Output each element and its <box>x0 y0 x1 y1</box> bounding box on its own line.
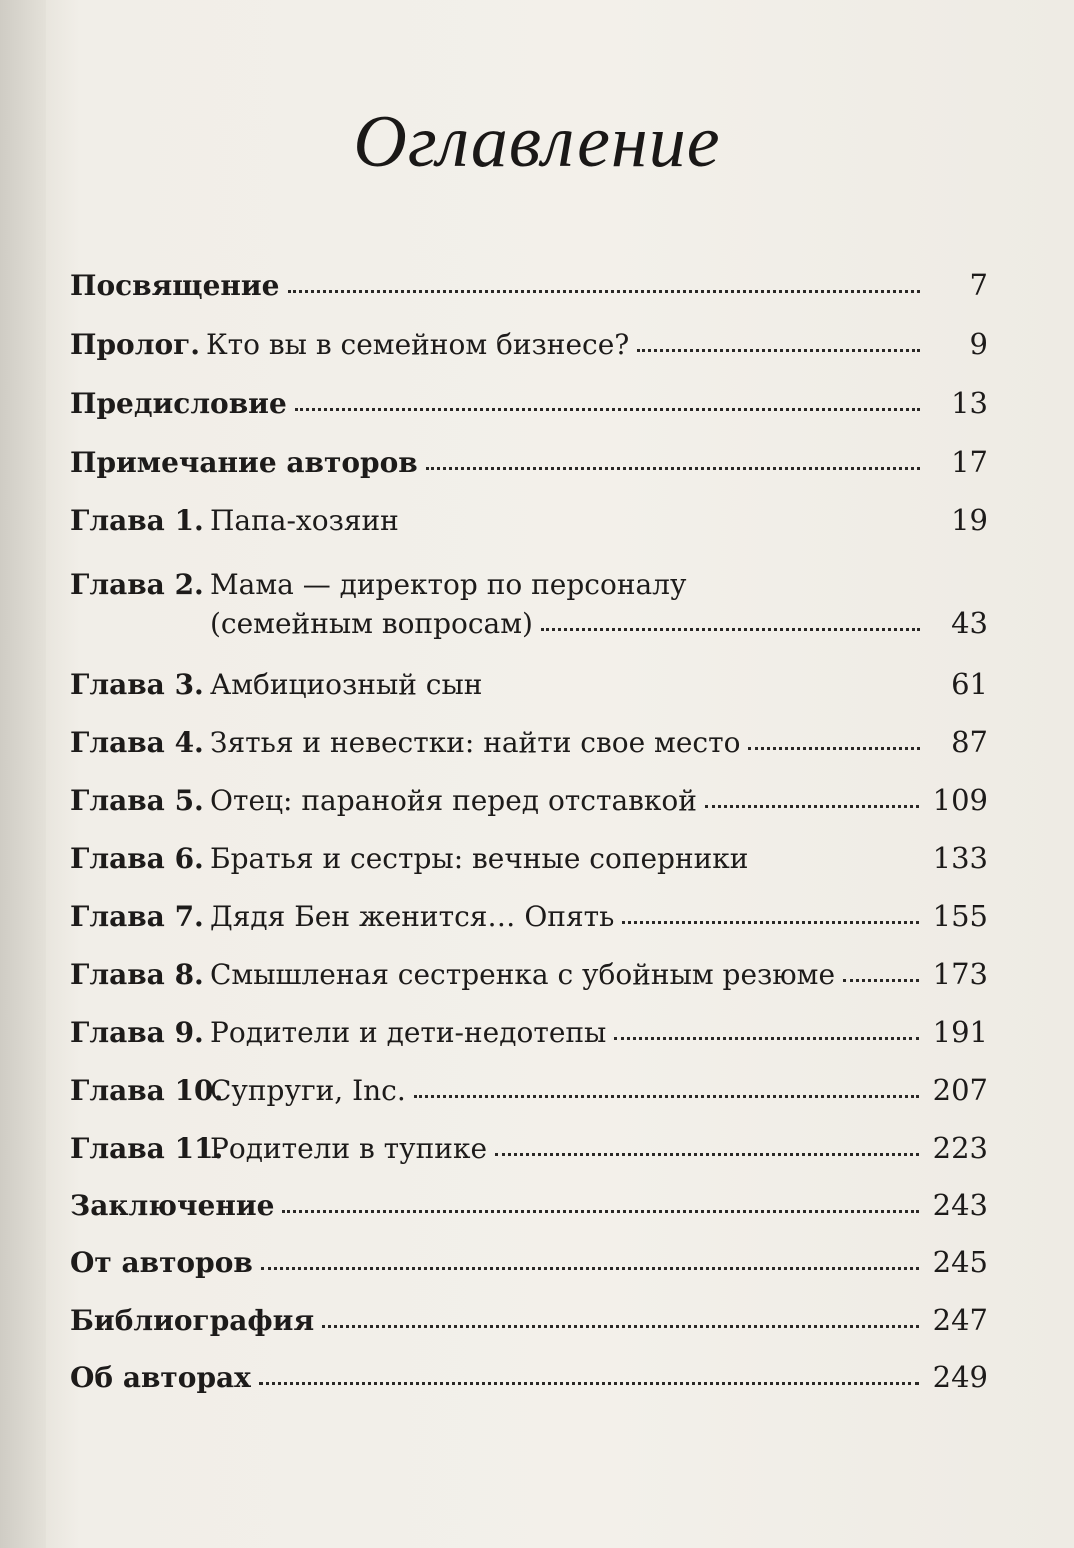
toc-page-number: 173 <box>932 957 988 991</box>
toc-page-number: 7 <box>969 268 988 302</box>
toc-entry-title: Смышленая сестренка с убойным резюме <box>210 958 836 991</box>
leader-dots <box>495 1151 919 1156</box>
toc-entry-chapter-5[interactable] <box>70 783 988 818</box>
leader-space <box>407 523 920 528</box>
toc-entry-label: Посвящение <box>70 269 280 302</box>
toc-entry-title: Братья и сестры: вечные соперники <box>210 842 749 875</box>
toc-entry-label: Глава 5. <box>70 784 204 817</box>
toc-entry-label: Глава 3. <box>70 668 204 701</box>
leader-dots <box>614 1035 918 1040</box>
leader-dots <box>622 919 918 924</box>
toc-entry-chapter-3[interactable] <box>70 667 988 702</box>
toc-entry-from-authors[interactable] <box>70 1245 988 1280</box>
toc-entry-label: Предисловие <box>70 387 287 420</box>
toc-entry-label: Глава 8. <box>70 958 204 991</box>
toc-entry-chapter-9[interactable] <box>70 1015 988 1050</box>
toc-entry-title: Родители в тупике <box>210 1132 488 1165</box>
toc-entry-chapter-4[interactable] <box>70 725 988 760</box>
toc-page-number: 87 <box>951 725 988 759</box>
toc-page-number: 133 <box>932 841 988 875</box>
toc-entry-authors-note[interactable] <box>70 445 988 480</box>
toc-entry-label: Глава 2. <box>70 568 204 601</box>
toc-entry-title: Отец: паранойя перед отставкой <box>210 784 697 817</box>
leader-dots <box>282 1208 918 1213</box>
toc-entry-chapter-10[interactable] <box>70 1073 988 1108</box>
toc-entry-label: Глава 7. <box>70 900 204 933</box>
toc-entry-label: Заключение <box>70 1189 275 1222</box>
leader-dots <box>748 745 920 750</box>
leader-dots <box>261 1265 919 1270</box>
leader-dots <box>843 977 919 982</box>
leader-dots <box>295 406 920 411</box>
toc-entry-title: Мама — директор по персоналу <box>210 568 687 601</box>
book-spine-shadow <box>0 0 46 1548</box>
toc-entry-label: Глава 9. <box>70 1016 204 1049</box>
toc-entry-line <box>70 568 988 602</box>
toc-entry-title: Супруги, Inc. <box>210 1074 406 1107</box>
leader-dots <box>705 803 919 808</box>
toc-page-number: 191 <box>932 1015 988 1049</box>
toc-page-number: 43 <box>951 606 988 640</box>
toc-page-number: 223 <box>932 1131 988 1165</box>
toc-entry-bibliography[interactable] <box>70 1303 988 1338</box>
toc-entry-label: Глава 4. <box>70 726 204 759</box>
leader-space <box>490 687 920 692</box>
toc-entry-label: Об авторах <box>70 1361 251 1394</box>
leader-dots <box>414 1093 919 1098</box>
toc-page-number: 155 <box>932 899 988 933</box>
leader-dots <box>259 1380 919 1385</box>
toc-page-number: 17 <box>951 445 988 479</box>
toc-entry-label: Глава 1. <box>70 504 204 537</box>
toc-page-number: 61 <box>951 667 988 701</box>
page-title: Оглавление <box>353 101 721 183</box>
toc-entry-prologue[interactable] <box>70 327 988 362</box>
toc-page-number: 9 <box>969 327 988 361</box>
toc-entry-title: Дядя Бен женится… Опять <box>210 900 615 933</box>
leader-dots <box>426 465 920 470</box>
toc-entry-label: Глава 10. <box>70 1074 224 1107</box>
toc-entry-dedication[interactable] <box>70 268 988 303</box>
toc-entry-conclusion[interactable] <box>70 1188 988 1223</box>
toc-entry-chapter-7[interactable] <box>70 899 988 934</box>
toc-page-number: 19 <box>951 503 988 537</box>
toc-entry-chapter-6[interactable] <box>70 841 988 876</box>
toc-entry-title: Амбициозный сын <box>210 668 483 701</box>
toc-entry-label: Пролог. <box>70 328 201 361</box>
toc-page-number: 247 <box>932 1303 988 1337</box>
leader-dots <box>637 347 920 352</box>
toc-entry-title: Папа-хозяин <box>210 504 399 537</box>
toc-page-number: 243 <box>932 1188 988 1222</box>
toc-entry-title: Родители и дети-недотепы <box>210 1016 607 1049</box>
leader-dots <box>288 288 921 293</box>
toc-page-number: 207 <box>932 1073 988 1107</box>
toc-entry-label: Примечание авторов <box>70 446 418 479</box>
toc-page-number: 13 <box>951 386 988 420</box>
leader-dots <box>322 1323 919 1328</box>
toc-entry-title: Кто вы в семейном бизнесе? <box>206 328 630 361</box>
toc-page-number: 249 <box>932 1360 988 1394</box>
toc-entry-chapter-1[interactable] <box>70 503 988 538</box>
leader-space <box>756 861 918 866</box>
toc-entry-label: Глава 6. <box>70 842 204 875</box>
toc-entry-label: От авторов <box>70 1246 253 1279</box>
toc-entry-label: Библиография <box>70 1304 315 1337</box>
toc-page-number: 245 <box>932 1245 988 1279</box>
toc-entry-title: Зятья и невестки: найти свое место <box>210 726 741 759</box>
leader-dots <box>541 626 920 631</box>
toc-entry-chapter-8[interactable] <box>70 957 988 992</box>
toc-entry-label: Глава 11. <box>70 1132 224 1165</box>
toc-entry-title-continued: (семейным вопросам) <box>210 607 533 640</box>
toc-entry-about-authors[interactable] <box>70 1360 988 1395</box>
toc-entry-chapter-11[interactable] <box>70 1131 988 1166</box>
toc-page-number: 109 <box>932 783 988 817</box>
toc-entry-line <box>70 606 988 641</box>
toc-entry-preface[interactable] <box>70 386 988 421</box>
toc-entry-chapter-2[interactable] <box>70 568 988 641</box>
